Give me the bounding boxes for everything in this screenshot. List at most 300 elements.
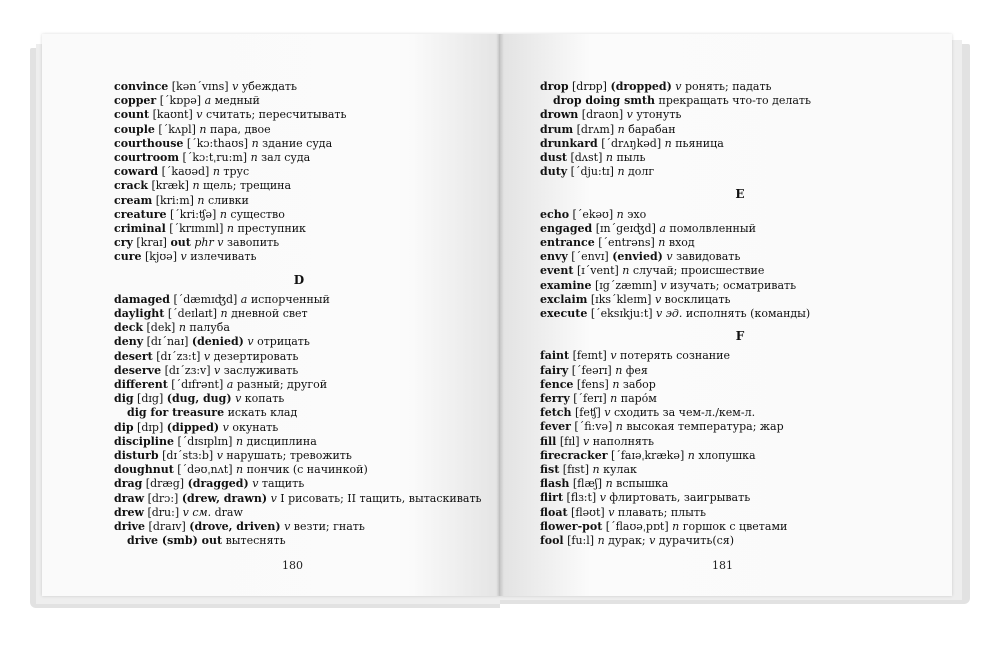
entry-translation: щель; трещина [199,179,292,193]
entry-part-of-speech: n [250,151,258,165]
entry-translation: здание суда [258,136,333,150]
entry-transcription: [dʌst] [566,151,606,165]
dictionary-entry [114,506,484,520]
section-letter-heading: E [735,187,745,202]
entry-transcription: [flæʃ] [569,477,606,491]
entry-part-of-speech: n [199,122,207,136]
entry-transcription: [dɪ´zɜ:t] [152,349,204,363]
entry-headword: couple [114,122,155,136]
entry-transcription: [´entrəns] [594,236,659,250]
entry-translation: исполнять (команды) [682,307,811,321]
entry-translation: потерять сознание [616,349,730,363]
entry-translation: пара, двое [206,122,271,136]
entry-part-of-speech: v см. [182,505,212,519]
entry-translation: считать; пересчитывать [202,108,347,122]
entry-headword: desert [114,349,153,363]
right-page [500,34,952,596]
entry-headword: count [114,108,150,122]
entry-translation: сливки [204,193,249,207]
entry-transcription: [´kɒpə] [156,94,205,108]
entry-translation: завопить [223,236,280,250]
entry-forms: (dipped) [166,420,220,434]
entry-translation: окунать [228,420,279,434]
dictionary-entry [114,321,484,335]
entry-headword: deserve [114,363,162,377]
dictionary-entry [540,279,940,293]
entry-transcription: [dɪ´naɪ] [143,335,192,349]
dictionary-entry [540,406,940,420]
entry-headword: fist [540,463,560,477]
dictionary-entry [540,534,940,548]
entry-transcription: [drɔ:] [144,491,182,505]
dictionary-entry [540,108,940,122]
entry-headword: fence [540,377,574,391]
dictionary-entry [540,520,940,534]
dictionary-entry [114,108,484,122]
entry-part-of-speech: v [610,349,617,363]
entry-part-of-speech: a [659,221,666,235]
entry-transcription: [´fi:və] [570,420,616,434]
dictionary-entry [540,463,940,477]
right-page-number: 181 [712,559,733,572]
entry-transcription: [´krɪmɪnl] [165,222,227,236]
entry-part-of-speech: v [583,434,590,448]
entry-part-of-speech: v [654,292,662,306]
dictionary-entry [114,307,484,321]
entry-part-of-speech: n [235,434,244,448]
entry-transcription: [kraɪ] [132,236,171,250]
dictionary-entry [114,378,484,392]
entry-transcription: [dru:] [143,505,183,519]
dictionary-entry [540,420,940,434]
entry-translation: вход [665,236,695,250]
dictionary-entry [114,520,484,534]
entry-part-of-speech: phr v [194,236,224,250]
entry-part-of-speech: n [610,392,618,406]
entry-transcription: [dɪp] [133,420,167,434]
entry-headword: disturb [114,449,159,463]
entry-headword: fever [540,420,571,434]
section-letter-heading: D [293,272,305,287]
entry-headword: drive (smb) out [127,534,223,548]
dictionary-entry [114,364,484,378]
entry-part-of-speech: v [675,80,682,93]
entry-headword: cream [114,193,153,207]
dictionary-entry [540,250,940,264]
entry-headword: faint [540,349,570,363]
entry-translation-2: дурачить(ся) [655,534,734,548]
entry-part-of-speech: n [605,477,613,491]
entry-headword: firecracker [540,448,608,462]
entry-headword: drum [540,122,574,136]
entry-transcription: [feʧ] [571,406,605,420]
entry-headword: cry [114,236,133,250]
entry-transcription: [´ferɪ] [569,392,611,406]
entry-translation: прекращать что-то делать [658,94,812,108]
dictionary-entry [114,123,484,137]
entry-headword: coward [114,165,159,179]
entry-translation: вытеснять [225,534,286,548]
entry-headword: duty [540,165,568,179]
entry-part-of-speech: n [616,207,624,221]
entry-part-of-speech: n [220,307,228,321]
entry-headword: drop [540,80,569,93]
entry-part-of-speech: n [597,534,605,548]
entry-translation: преступник [233,222,306,236]
entry-headword: dig for treasure [127,406,225,420]
entry-part-of-speech: n [197,193,205,207]
entry-transcription: [feɪnt] [569,349,611,363]
entry-part-of-speech: n [236,463,244,477]
entry-headword: entrance [540,236,595,250]
entry-headword: convince [114,80,169,93]
entry-transcription: [ɪn´geɪʤd] [592,221,660,235]
entry-translation: draw [211,505,243,519]
entry-headword: deck [114,321,144,335]
entry-part-of-speech: v [203,349,211,363]
entry-transcription: [drʌm] [573,122,618,136]
entry-translation: заслуживать [220,363,299,377]
entry-headword: discipline [114,434,174,448]
dictionary-entry [114,463,484,477]
entry-transcription: [dræg] [142,477,188,491]
entry-transcription: [fu:l] [563,534,598,548]
dictionary-entry [114,208,484,222]
entry-translation: везти; гнать [290,520,365,534]
entry-transcription: [´drʌŋkəd] [597,136,665,150]
entry-translation: вспышка [612,477,669,491]
left-page-number: 180 [282,559,303,572]
entry-translation: дезертировать [210,349,299,363]
dictionary-entry [114,250,484,264]
entry-transcription: [´faɪəˌkrækə] [607,448,688,462]
entry-part-of-speech: v [608,505,615,519]
entry-headword: damaged [114,292,170,306]
entry-part-of-speech: v [180,250,187,264]
entry-headword: execute [540,307,588,321]
entry-part-of-speech: v [232,80,239,93]
entry-part-of-speech: a [240,292,248,306]
entry-translation: копать [241,392,285,406]
dictionary-subentry [114,534,484,548]
entry-translation: случай; происшествие [629,264,765,278]
entry-translation: изучать; осматривать [666,278,797,292]
entry-part-of-speech: v [216,449,223,463]
entry-part-of-speech: v [247,335,254,349]
entry-headword: fetch [540,406,572,420]
entry-part-of-speech-2: v [649,534,656,548]
dictionary-entry [114,477,484,491]
entry-transcription: [dek] [143,321,179,335]
entry-transcription: [´dæmɪʤd] [169,292,241,306]
entry-headword: drop doing smth [553,94,655,108]
dictionary-entry [114,293,484,307]
entry-transcription: [´kʌpl] [154,122,200,136]
entry-translation: I рисовать; II тащить, вытаскивать [276,491,482,505]
entry-headword: drive [114,520,146,534]
dictionary-entry [114,222,484,236]
entry-translation: убеждать [238,80,297,93]
entry-transcription: [kræk] [147,179,193,193]
entry-transcription: [´dju:tɪ] [567,165,618,179]
entry-headword: fool [540,534,564,548]
entry-forms: out [170,236,191,250]
entry-transcription: [fɪst] [559,463,593,477]
entry-part-of-speech: n [212,165,220,179]
entry-part-of-speech: n [251,136,259,150]
dictionary-subentry [540,94,940,108]
entry-transcription: [dɪg] [133,392,167,406]
entry-translation: дисциплина [243,434,317,448]
entry-headword: engaged [540,221,593,235]
entry-translation: дурак; [604,534,650,548]
entry-transcription: [´dɪfrənt] [167,378,227,392]
entry-translation: кулак [599,463,637,477]
entry-part-of-speech: n [615,363,623,377]
entry-transcription: [drɒp] [568,80,611,93]
entry-forms: (dug, dug) [166,392,232,406]
entry-headword: echo [540,207,570,221]
entry-headword: drown [540,108,579,122]
dictionary-entry [540,392,940,406]
entry-headword: different [114,378,168,392]
entry-part-of-speech: v [214,363,221,377]
entry-part-of-speech: v [270,491,277,505]
entry-transcription: [kaʊnt] [149,108,197,122]
entry-transcription: [´flaʊəˌpɒt] [602,519,673,533]
dictionary-entry [114,421,484,435]
dictionary-entry [540,378,940,392]
dictionary-entry [540,208,940,222]
entry-translation: высокая температура; жар [622,420,784,434]
entry-translation: завидовать [672,250,741,264]
dictionary-entry [540,222,940,236]
entry-transcription: [ɪ´vent] [573,264,623,278]
dictionary-entry [114,165,484,179]
entry-part-of-speech: n [605,151,613,165]
entry-part-of-speech: v [599,491,606,505]
entry-part-of-speech: n [622,264,630,278]
entry-translation: хлопушка [694,448,756,462]
dictionary-subentry [114,406,484,420]
entry-translation: пьяница [671,136,724,150]
entry-headword: dig [114,392,134,406]
entry-forms: (envied) [612,250,663,264]
entry-forms: (denied) [191,335,244,349]
entry-part-of-speech: v эд. [656,307,683,321]
entry-transcription: [´feərɪ] [568,363,616,377]
entry-part-of-speech: v [666,250,673,264]
entry-transcription: [kən´vɪns] [168,80,233,93]
entry-headword: drag [114,477,143,491]
dictionary-entry [540,506,940,520]
entry-transcription: [fɪl] [556,434,584,448]
entry-translation: тащить [258,477,305,491]
entry-part-of-speech: n [687,448,695,462]
entry-part-of-speech: v [235,392,242,406]
entry-headword: flash [540,477,570,491]
entry-part-of-speech: n [219,207,227,221]
entry-transcription: [kjʊə] [141,250,181,264]
entry-part-of-speech: v [284,520,291,534]
entry-transcription: [dɪ´stɜ:b] [158,449,217,463]
entry-headword: crack [114,179,148,193]
entry-part-of-speech: v [252,477,259,491]
entry-headword: exclaim [540,292,588,306]
entry-part-of-speech: a [226,378,234,392]
dictionary-entry [540,477,940,491]
dictionary-entry [540,264,940,278]
dictionary-entry [540,165,940,179]
entry-transcription: [ɪg´zæmɪn] [591,278,661,292]
entry-transcription: [fens] [573,377,613,391]
entry-transcription: [´kɔ:tˌru:m] [179,151,251,165]
left-page-column [114,80,484,549]
entry-headword: dust [540,151,567,165]
entry-translation: эхо [623,207,647,221]
dictionary-entry [114,137,484,151]
dictionary-entry [540,349,940,363]
entry-headword: draw [114,491,145,505]
entry-headword: event [540,264,574,278]
entry-transcription: [´dɪsɪplɪn] [173,434,236,448]
dictionary-entry [114,194,484,208]
dictionary-entry [114,435,484,449]
right-page-column [540,80,940,548]
entry-part-of-speech: a [204,94,212,108]
entry-translation: восклицать [661,292,731,306]
entry-translation: излечивать [186,250,257,264]
entry-part-of-speech: n [192,179,200,193]
entry-headword: ferry [540,392,570,406]
entry-headword: fairy [540,363,569,377]
book-spine-shadow [496,34,504,596]
entry-transcription: [´deɪlaɪt] [164,307,221,321]
left-page [42,34,500,596]
entry-translation: утонуть [632,108,682,122]
dictionary-entry [114,151,484,165]
dictionary-entry [540,435,940,449]
entry-transcription: [draɪv] [145,520,190,534]
entry-transcription: [fləʊt] [567,505,609,519]
entry-headword: daylight [114,307,165,321]
entry-part-of-speech: n [178,321,186,335]
entry-translation: паро́м [617,392,657,406]
entry-translation: долг [624,165,655,179]
dictionary-entry [114,179,484,193]
entry-translation: ронять; падать [681,80,772,93]
entry-translation: разный; другой [233,378,328,392]
entry-transcription: [dɪ´zɜ:v] [161,363,215,377]
entry-headword: cure [114,250,142,264]
entry-translation: барабан [624,122,676,136]
entry-part-of-speech: n [617,122,625,136]
entry-translation: наполнять [589,434,654,448]
entry-translation: помолвленный [665,221,756,235]
entry-translation: забор [619,377,656,391]
entry-part-of-speech: n [226,222,234,236]
entry-part-of-speech: v [222,420,229,434]
entry-translation: палуба [185,321,230,335]
dictionary-entry [114,449,484,463]
entry-headword: criminal [114,222,166,236]
entry-part-of-speech: n [617,165,625,179]
entry-translation: зал суда [257,151,311,165]
entry-transcription: [´kaʊəd] [158,165,213,179]
entry-forms: (drew, drawn) [181,491,268,505]
entry-headword: flirt [540,491,564,505]
entry-forms: (dropped) [610,80,672,93]
entry-translation: горшок с цветами [679,519,788,533]
entry-translation: пыль [612,151,646,165]
dictionary-entry [540,80,940,94]
entry-translation: существо [226,207,285,221]
dictionary-entry [540,491,940,505]
entry-translation: пончик (с начинкой) [243,463,368,477]
entry-transcription: [kri:m] [152,193,198,207]
entry-translation: плавать; плыть [614,505,706,519]
dictionary-entry [114,350,484,364]
entry-part-of-speech: n [615,420,623,434]
entry-headword: courthouse [114,136,184,150]
entry-translation: испорченный [247,292,330,306]
entry-transcription: [´kri:ʧə] [166,207,220,221]
entry-part-of-speech: n [672,519,680,533]
entry-part-of-speech: v [626,108,633,122]
entry-translation: отрицать [253,335,310,349]
entry-translation: флиртовать, заигрывать [605,491,751,505]
entry-headword: examine [540,278,592,292]
dictionary-entry [114,80,484,94]
entry-headword: creature [114,207,167,221]
dictionary-entry [540,236,940,250]
dictionary-entry [540,364,940,378]
entry-translation: трус [219,165,250,179]
entry-headword: drew [114,505,144,519]
entry-transcription: [´eksɪkju:t] [587,307,657,321]
entry-transcription: [´envɪ] [567,250,613,264]
entry-part-of-speech: v [604,406,611,420]
entry-translation: искать клад [227,406,298,420]
entry-part-of-speech: n [612,377,620,391]
section-letter-heading: F [735,329,745,344]
entry-part-of-speech: n [664,136,672,150]
entry-transcription: [flɜ:t] [563,491,600,505]
dictionary-entry [114,392,484,406]
dictionary-entry [114,492,484,506]
entry-translation: сходить за чем-л./кем-л. [610,406,756,420]
dictionary-entry [114,94,484,108]
dictionary-entry [114,236,484,250]
entry-translation: дневной свет [227,307,308,321]
dictionary-entry [540,293,940,307]
dictionary-entry [540,449,940,463]
entry-transcription: [´kɔ:thaʊs] [183,136,252,150]
entry-transcription: [´ekəʊ] [569,207,617,221]
entry-transcription: [draʊn] [578,108,627,122]
entry-headword: copper [114,94,157,108]
entry-part-of-speech: n [592,463,600,477]
dictionary-entry [114,335,484,349]
entry-translation: фея [622,363,648,377]
dictionary-entry [540,307,940,321]
dictionary-entry [540,151,940,165]
entry-headword: envy [540,250,568,264]
entry-headword: fill [540,434,557,448]
entry-headword: float [540,505,568,519]
entry-part-of-speech: n [658,236,666,250]
entry-transcription: [ɪks´kleɪm] [587,292,655,306]
